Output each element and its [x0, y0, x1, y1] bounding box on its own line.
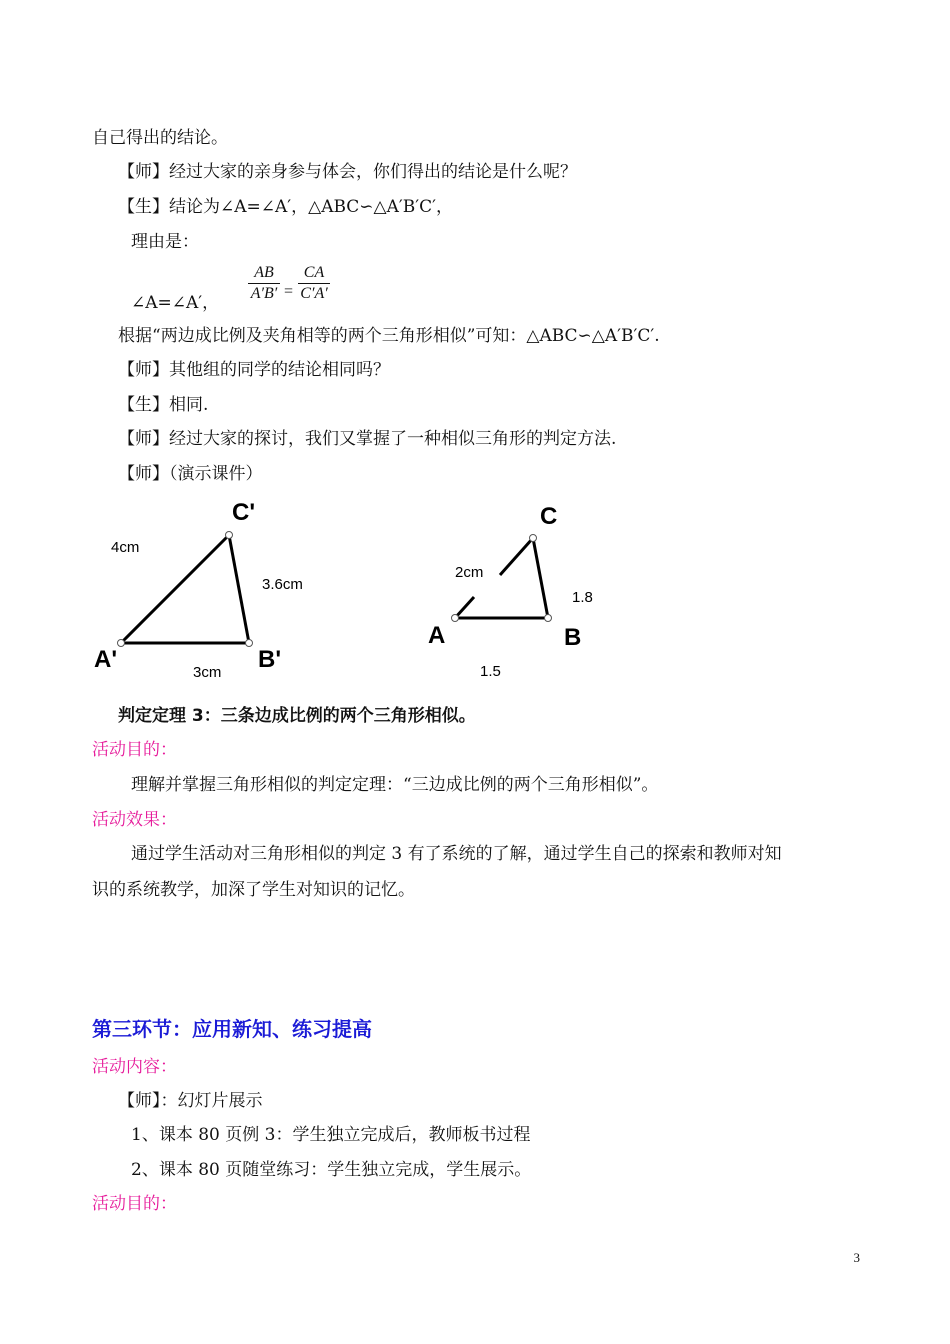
section-label: 活动效果：: [92, 810, 177, 830]
side-label-bc: 3.6cm: [262, 576, 303, 593]
paragraph: 自己得出的结论。: [92, 128, 228, 148]
fraction-numerator: CA: [303, 264, 325, 281]
side-label-bc: 1.8: [572, 589, 593, 606]
equals-sign: =: [284, 283, 294, 300]
paragraph: 识的系统教学，加深了学生对知识的记忆。: [92, 880, 415, 900]
section-label: 活动目的：: [92, 1194, 177, 1214]
paragraph: 【师】其他组的同学的结论相同吗？: [118, 360, 390, 380]
theorem: 判定定理 3：三条边成比例的两个三角形相似。: [118, 706, 476, 726]
side-label-ac: 4cm: [111, 539, 140, 556]
vertex-label-b-prime: B': [258, 646, 282, 673]
paragraph: 【师】经过大家的探讨，我们又掌握了一种相似三角形的判定方法.: [118, 429, 617, 449]
big-triangle: [94, 499, 303, 681]
small-triangle: [428, 503, 593, 680]
paragraph: 【生】结论为∠A=∠A′，△ABC∽△A′B′C′，: [118, 197, 453, 217]
fraction-ab: [248, 264, 280, 303]
paragraph: 理解并掌握三角形相似的判定定理：“三边成比例的两个三角形相似”。: [131, 775, 659, 795]
section-label: 活动内容：: [92, 1057, 177, 1077]
fraction-ca: [298, 264, 330, 303]
paragraph: 【师】经过大家的亲身参与体会，你们得出的结论是什么呢？: [118, 162, 577, 182]
side-label-ac: 2cm: [455, 564, 484, 581]
vertex-label-b: B: [564, 624, 582, 651]
section-label: 活动目的：: [92, 740, 177, 760]
paragraph: 【师】：幻灯片展示: [118, 1091, 263, 1111]
fraction-numerator: AB: [254, 264, 274, 281]
paragraph: 通过学生活动对三角形相似的判定 3 有了系统的了解，通过学生自己的探索和教师对知: [131, 844, 782, 864]
list-item: 2、课本 80 页随堂练习：学生独立完成，学生展示。: [131, 1160, 532, 1180]
paragraph: 根据“两边成比例及夹角相等的两个三角形相似”可知：△ABC∽△A′B′C′.: [118, 326, 660, 346]
fraction-denominator: A′B′: [250, 285, 278, 302]
section-heading: 第三环节：应用新知、练习提高: [92, 1017, 372, 1041]
vertex-label-c: C: [540, 503, 558, 530]
vertex-label-a-prime: A': [94, 646, 118, 673]
paragraph: 【生】相同.: [118, 395, 209, 415]
triangle-figure: [0, 495, 950, 690]
vertex-label-c-prime: C': [232, 499, 256, 526]
side-label-ab: 1.5: [480, 663, 501, 680]
side-label-ab: 3cm: [193, 664, 222, 681]
page-number: 3: [853, 1250, 860, 1265]
fraction-denominator: C′A′: [300, 285, 328, 302]
paragraph: 理由是：: [131, 232, 199, 252]
vertex-label-a: A: [428, 622, 446, 649]
list-item: 1、课本 80 页例 3：学生独立完成后，教师板书过程: [131, 1125, 531, 1145]
paragraph: 【师】（演示课件）: [118, 464, 263, 484]
angle-equality: ∠A=∠A′，: [131, 293, 220, 313]
